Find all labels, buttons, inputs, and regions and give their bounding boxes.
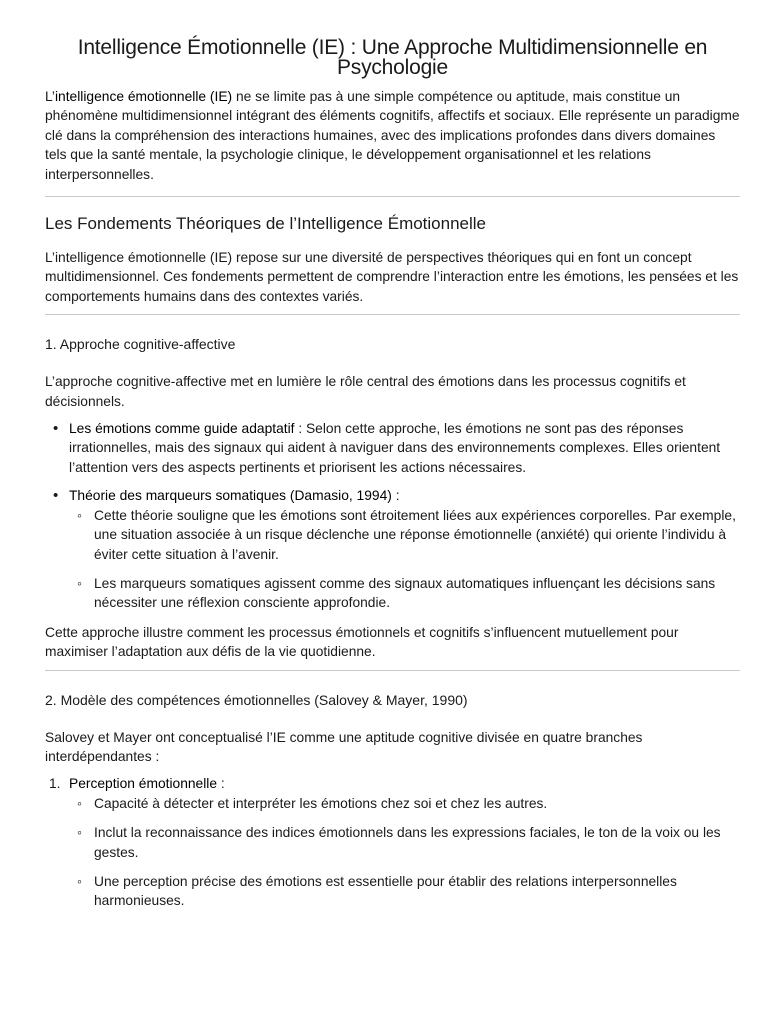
sub-list-item: ◦ Cette théorie souligne que les émotions sont étroitement liées aux expériences corporelles. Par exemple, une situation associée à un risque déclenche une réponse émotionnelle (anxiété) qui oriente l’individu à éviter cette situation à l’avenir. xyxy=(94,506,740,564)
divider xyxy=(45,670,740,671)
numbered-item-suffix: : xyxy=(217,776,225,792)
bullet-list-cognitive-affective xyxy=(45,419,740,613)
sub-list-item: ◦ Une perception précise des émotions est essentielle pour établir des relations interpersonnelles harmonieuses. xyxy=(94,872,740,911)
subsection-heading-competence-model: 2. Modèle des compétences émotionnelles (Salovey & Mayer, 1990) xyxy=(45,691,468,708)
sub-list-item: ◦ Inclut la reconnaissance des indices émotionnels dans les expressions faciales, le ton de la voix ou les gestes. xyxy=(94,823,740,862)
numbered-item-perception xyxy=(49,774,740,910)
list-item-text: : Selon cette approche, les émotions ne sont pas des réponses irrationnelles, mais des signaux qui aident à naviguer dans des environnements complexes. Elles orientent l’attention vers des aspects pertinents et priorisent les actions nécessaires. xyxy=(69,421,721,475)
list-item-text: : xyxy=(391,488,400,504)
section-paragraph-foundations: L’intelligence émotionnelle (IE) repose sur une diversité de perspectives théoriques qui en font un concept multidimensionnel. Ces fondements permettent de comprendre l’interaction entre les émotions, les pensées et les comportements humains dans des contextes variés. xyxy=(45,250,739,304)
document-title: Intelligence Émotionnelle (IE) : Une Approche Multidimensionnelle en Psychologie xyxy=(77,36,708,79)
numbered-item-number: 1. xyxy=(49,776,61,792)
subsection-heading-cognitive-affective: 1. Approche cognitive-affective xyxy=(45,336,236,353)
subsection-paragraph-competence-model: Salovey et Mayer ont conceptualisé l’IE comme une aptitude cognitive divisée en quatre branches interdépendantes : xyxy=(45,729,643,764)
list-item xyxy=(69,486,740,612)
sub-list-somatic-markers xyxy=(69,506,740,613)
list-item xyxy=(69,419,740,477)
sub-list-item: ◦ Capacité à détecter et interpréter les émotions chez soi et chez les autres. xyxy=(94,794,740,813)
intro-bold-term: intelligence émotionnelle (IE) xyxy=(54,89,233,104)
numbered-item-label: Perception émotionnelle xyxy=(69,776,218,792)
divider xyxy=(45,314,740,315)
intro-text: ne se limite pas à une simple compétence ou aptitude, mais constitue un phénomène multidimensionnel intégrant des éléments cognitifs, affectifs et sociaux. Elle représente un paradigme clé dans la compréhension des interactions humaines, avec des implications profondes dans divers domaines tels que la santé mentale, la psychologie clinique, le développement organisationnel et les relations interpersonnelles. xyxy=(45,89,740,182)
section-heading-foundations: Les Fondements Théoriques de l’Intelligence Émotionnelle xyxy=(45,214,487,234)
subsection-paragraph-cognitive-affective: L’approche cognitive-affective met en lumière le rôle central des émotions dans les processus cognitifs et décisionnels. xyxy=(45,374,686,409)
divider xyxy=(45,196,740,197)
numbered-list-branches xyxy=(45,774,740,910)
sub-list-perception xyxy=(69,794,740,911)
intro-paragraph xyxy=(45,87,740,184)
list-item-label: Les émotions comme guide adaptatif xyxy=(69,421,295,437)
sub-list-item: ◦ Les marqueurs somatiques agissent comme des signaux automatiques influençant les décisions sans nécessiter une réflexion consciente approfondie. xyxy=(94,574,740,613)
list-item-label: Théorie des marqueurs somatiques (Damasio, 1994) xyxy=(69,488,392,504)
subsection-conclusion-cognitive-affective: Cette approche illustre comment les processus émotionnels et cognitifs s’influencent mutuellement pour maximiser l’adaptation aux défis de la vie quotidienne. xyxy=(45,624,679,660)
intro-prefix: L’ xyxy=(45,89,55,104)
